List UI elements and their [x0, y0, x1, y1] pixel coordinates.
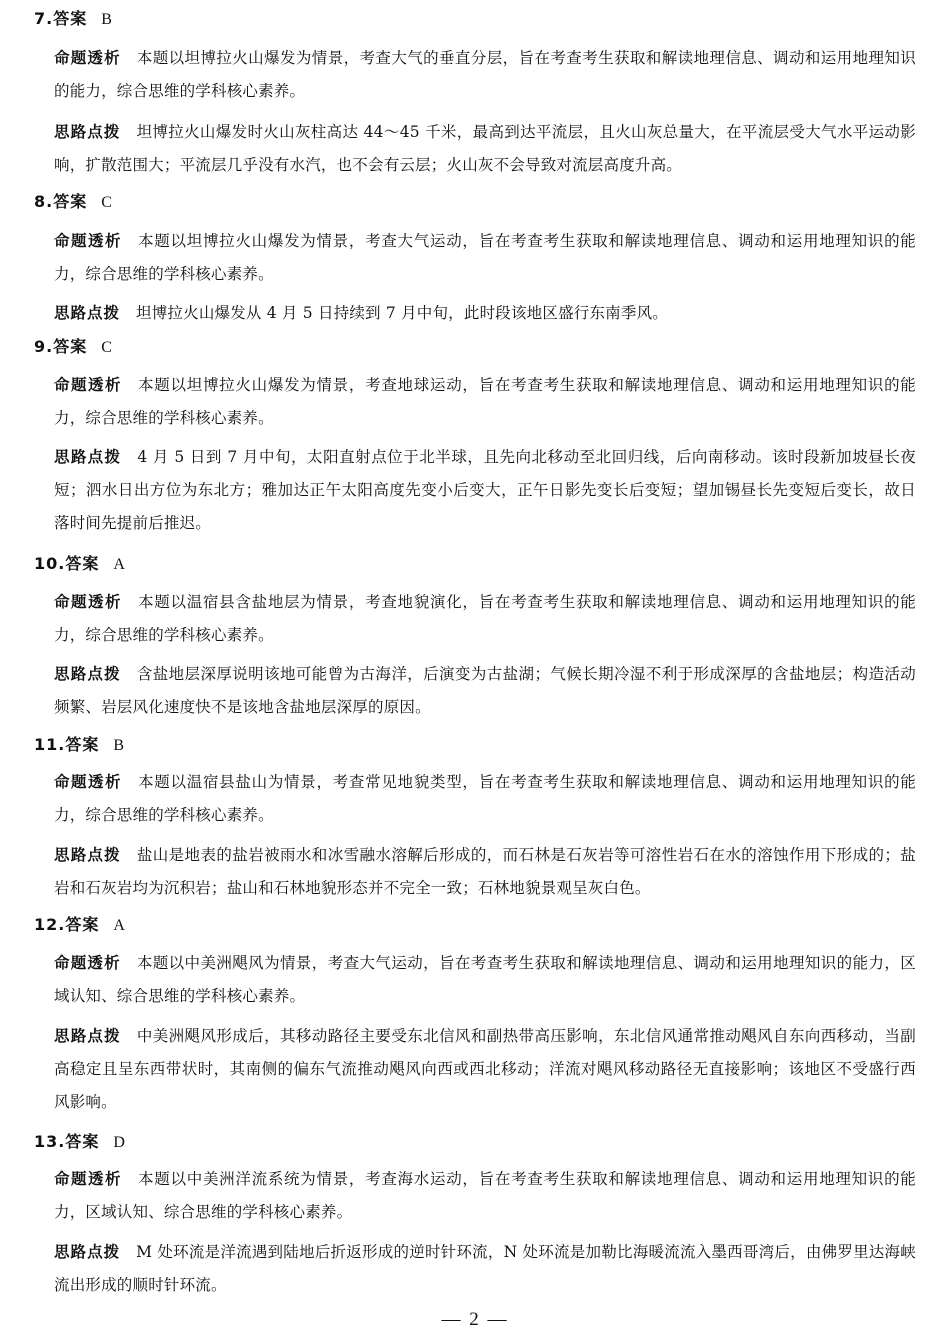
page-number: — 2 — [441, 1309, 509, 1330]
analysis-label: 命题透析 [54, 376, 123, 394]
question-12-analysis [54, 947, 916, 1013]
question-11-analysis [54, 766, 916, 832]
hint-label: 思路点拨 [54, 665, 121, 683]
question-number: 10. [34, 554, 66, 573]
answer-value: C [101, 339, 112, 356]
hint-label: 思路点拨 [54, 304, 121, 322]
question-number: 12. [34, 915, 66, 934]
question-7-hint [54, 116, 916, 182]
question-11-header [34, 734, 124, 757]
hint-label: 思路点拨 [54, 1027, 121, 1045]
question-13-hint [54, 1236, 916, 1302]
answer-value: A [113, 556, 125, 573]
hint-text: 含盐地层深厚说明该地可能曾为古海洋，后演变为古盐湖；气候长期冷湿不利于形成深厚的含盐地层；构造活动频繁、岩层风化速度快不是该地含盐地层深厚的原因。 [54, 665, 916, 716]
question-number: 13. [34, 1132, 66, 1151]
analysis-text: 本题以中美洲洋流系统为情景，考查海水运动，旨在考查考生获取和解读地理信息、调动和运用地理知识的能力，区域认知、综合思维的学科核心素养。 [54, 1170, 916, 1221]
question-number: 7. [34, 9, 54, 28]
question-11-hint [54, 839, 916, 905]
analysis-text: 本题以中美洲飓风为情景，考查大气运动，旨在考查考生获取和解读地理信息、调动和运用地理知识的能力，区域认知、综合思维的学科核心素养。 [54, 954, 916, 1005]
answer-label: 答案 [65, 1132, 100, 1151]
answer-value: B [101, 11, 112, 28]
analysis-label: 命题透析 [54, 773, 123, 791]
analysis-text: 本题以坦博拉火山爆发为情景，考查大气运动，旨在考查考生获取和解读地理信息、调动和运用地理知识的能力，综合思维的学科核心素养。 [54, 232, 916, 283]
question-13-header [34, 1131, 125, 1154]
question-12-hint [54, 1020, 916, 1119]
answer-label: 答案 [53, 192, 88, 211]
hint-text: 盐山是地表的盐岩被雨水和冰雪融水溶解后形成的，而石林是石灰岩等可溶性岩石在水的溶蚀作用下形成的；盐岩和石灰岩均为沉积岩；盐山和石林地貌形态并不完全一致；石林地貌景观呈灰白色。 [54, 846, 916, 897]
analysis-text: 本题以坦博拉火山爆发为情景，考查大气的垂直分层，旨在考查考生获取和解读地理信息、调动和运用地理知识的能力，综合思维的学科核心素养。 [54, 49, 916, 100]
question-9-header [34, 336, 112, 359]
analysis-label: 命题透析 [54, 593, 123, 611]
answer-value: C [101, 194, 112, 211]
question-8-header [34, 191, 112, 214]
question-8-analysis [54, 225, 916, 291]
question-12-header [34, 914, 125, 937]
question-10-hint [54, 658, 916, 724]
analysis-text: 本题以温宿县盐山为情景，考查常见地貌类型，旨在考查考生获取和解读地理信息、调动和运用地理知识的能力，综合思维的学科核心素养。 [54, 773, 916, 824]
hint-text: 中美洲飓风形成后，其移动路径主要受东北信风和副热带高压影响，东北信风通常推动飓风自东向西移动，当副高稳定且呈东西带状时，其南侧的偏东气流推动飓风向西或西北移动；洋流对飓风移动路径无直接影响；该地区不受盛行西风影响。 [54, 1027, 916, 1111]
answer-label: 答案 [65, 554, 100, 573]
analysis-label: 命题透析 [54, 232, 123, 250]
answer-label: 答案 [65, 915, 100, 934]
answer-label: 答案 [53, 9, 88, 28]
analysis-label: 命题透析 [54, 1170, 123, 1188]
question-number: 8. [34, 192, 54, 211]
question-9-analysis [54, 369, 916, 435]
answer-label: 答案 [53, 337, 88, 356]
hint-text: 坦博拉火山爆发时火山灰柱高达 44～45 千米，最高到达平流层，且火山灰总量大，在平流层受大气水平运动影响，扩散范围大；平流层几乎没有水汽，也不会有云层；火山灰不会导致对流层高度升高。 [54, 123, 916, 174]
hint-text: 4 月 5 日到 7 月中旬，太阳直射点位于北半球，且先向北移动至北回归线，后向南移动。该时段新加坡昼长夜短；泗水日出方位为东北方；雅加达正午太阳高度先变小后变大，正午日影先变长后变短；望加锡昼长先变短后变长，故日落时间先提前后推迟。 [54, 448, 916, 532]
question-9-hint [54, 441, 916, 540]
answer-value: B [113, 737, 125, 754]
hint-text: 坦博拉火山爆发从 4 月 5 日持续到 7 月中旬，此时段该地区盛行东南季风。 [136, 304, 668, 322]
question-10-analysis [54, 586, 916, 652]
question-13-analysis [54, 1163, 916, 1229]
question-7-analysis [54, 42, 916, 108]
question-8-hint [54, 297, 916, 330]
analysis-text: 本题以温宿县含盐地层为情景，考查地貌演化，旨在考查考生获取和解读地理信息、调动和运用地理知识的能力，综合思维的学科核心素养。 [54, 593, 916, 644]
analysis-label: 命题透析 [54, 954, 121, 972]
analysis-label: 命题透析 [54, 49, 121, 67]
hint-label: 思路点拨 [54, 1243, 121, 1261]
hint-text: M 处环流是洋流遇到陆地后折返形成的逆时针环流，N 处环流是加勒比海暖流流入墨西哥湾后，由佛罗里达海峡流出形成的顺时针环流。 [54, 1243, 916, 1294]
answer-label: 答案 [65, 735, 100, 754]
question-7-header [34, 8, 112, 31]
question-number: 11. [34, 735, 66, 754]
answer-value: D [113, 1134, 125, 1151]
question-10-header [34, 553, 125, 576]
answer-value: A [113, 917, 125, 934]
analysis-text: 本题以坦博拉火山爆发为情景，考查地球运动，旨在考查考生获取和解读地理信息、调动和运用地理知识的能力，综合思维的学科核心素养。 [54, 376, 916, 427]
hint-label: 思路点拨 [54, 846, 121, 864]
hint-label: 思路点拨 [54, 123, 121, 141]
question-number: 9. [34, 337, 54, 356]
hint-label: 思路点拨 [54, 448, 122, 466]
